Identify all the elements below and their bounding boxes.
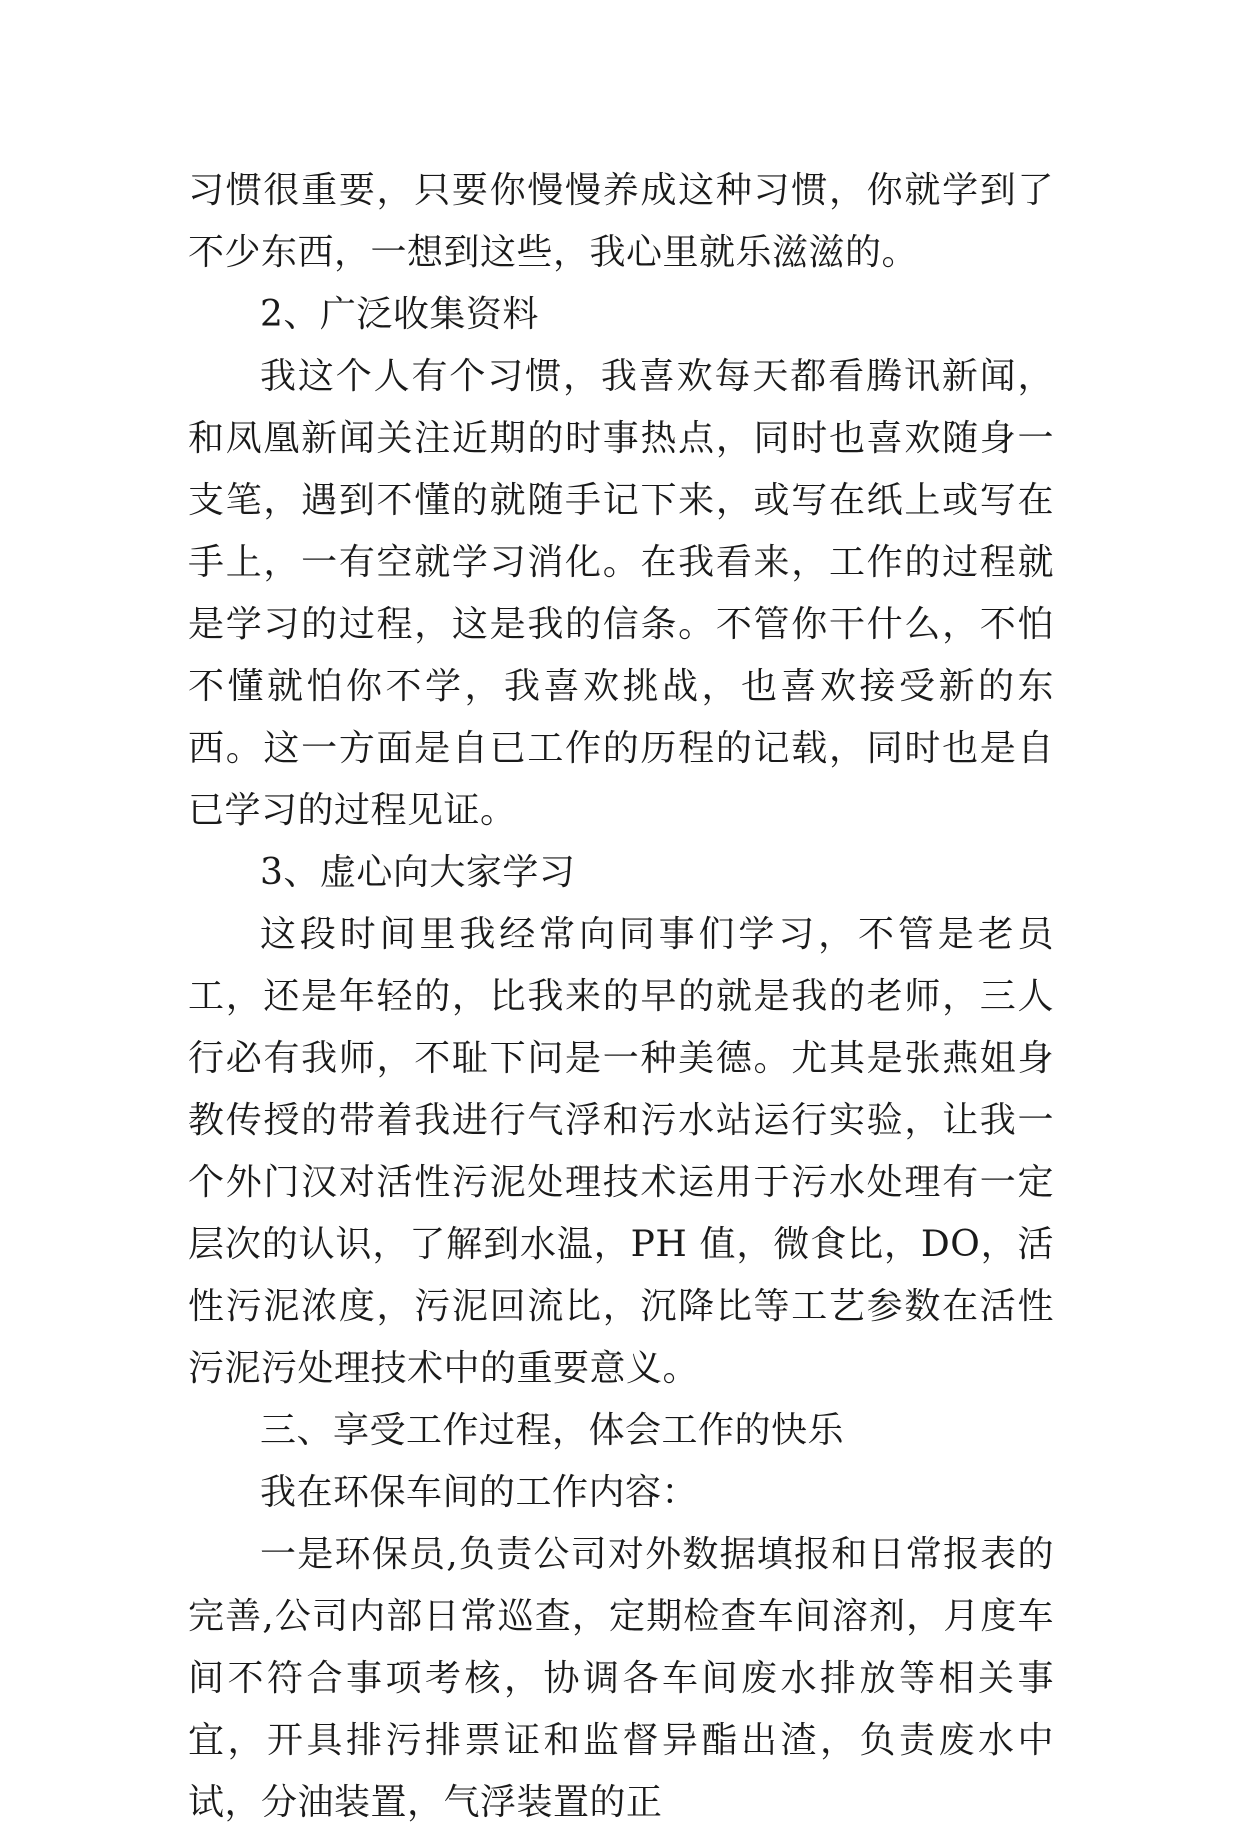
paragraph-workshop-intro: 我在环保车间的工作内容： (260, 1472, 699, 1513)
paragraph-continuation: 习惯很重要，只要你慢慢养成这种习惯，你就学到了不少东西，一想到这些，我心里就乐滋滋的。 (188, 170, 1054, 273)
paragraph-learn-from-colleagues: 这段时间里我经常向同事们学习，不管是老员工，还是年轻的，比我来的早的就是我的老师，三人行必有我师，不耻下问是一种美德。尤其是张燕姐身教传授的带着我进行气浮和污水站运行实验，让我一个外门汉对活性污泥处理技术运用于污水处理有一定层次的认识，了解到水温，PH 值，微食比，DO，活性污泥浓度，污泥回流比，沉降比等工艺参数在活性污泥污处理技术中的重要意义。 (188, 914, 1054, 1389)
paragraph-collect-info: 我这个人有个习惯，我喜欢每天都看腾讯新闻，和凤凰新闻关注近期的时事热点，同时也喜欢随身一支笔，遇到不懂的就随手记下来，或写在纸上或写在手上，一有空就学习消化。在我看来，工作的过程就是学习的过程，这是我的信条。不管你干什么，不怕不懂就怕你不学，我喜欢挑战，也喜欢接受新的东西。这一方面是自已工作的历程的记载，同时也是自已学习的过程见证。 (188, 356, 1054, 831)
document-body (188, 160, 1054, 1834)
section-heading-2: 2、广泛收集资料 (260, 294, 539, 335)
section-heading-3: 3、虚心向大家学习 (260, 852, 576, 893)
paragraph-duties: 一是环保员,负责公司对外数据填报和日常报表的完善,公司内部日常巡查，定期检查车间溶剂，月度车间不符合事项考核，协调各车间废水排放等相关事宜，开具排污排票证和监督异酯出渣，负责废水中试，分油装置，气浮装置的正 (188, 1534, 1054, 1823)
section-heading-san: 三、享受工作过程，体会工作的快乐 (260, 1410, 845, 1451)
